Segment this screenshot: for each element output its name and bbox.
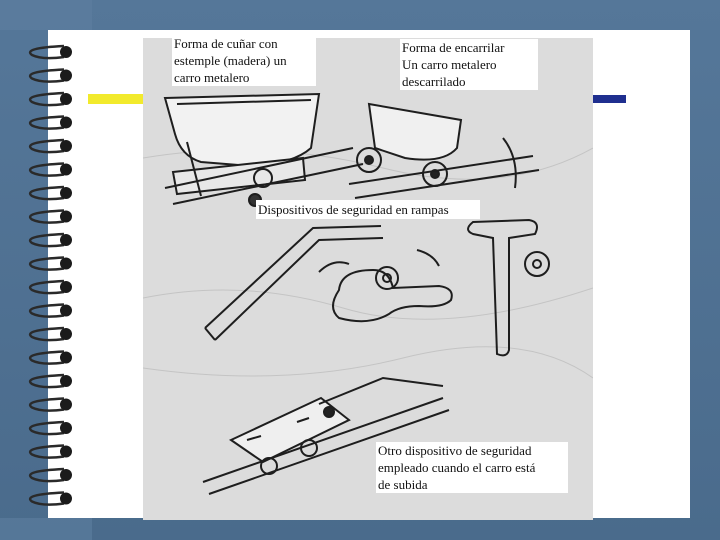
binding-ring bbox=[30, 234, 72, 246]
binding-ring bbox=[30, 140, 72, 152]
binding-ring bbox=[30, 258, 72, 270]
rerail-caption: Forma de encarrilar Un carro metalero descarrilado bbox=[400, 39, 538, 90]
wedge-caption: Forma de cuñar con estemple (madera) un carro metalero bbox=[172, 35, 316, 86]
binding-ring bbox=[30, 46, 72, 58]
spiral-binding-icon bbox=[14, 34, 86, 514]
binding-ring bbox=[30, 117, 72, 129]
ramp-devices-caption: Dispositivos de seguridad en rampas bbox=[256, 200, 480, 219]
binding-ring bbox=[30, 93, 72, 105]
binding-ring bbox=[30, 281, 72, 293]
binding-ring bbox=[30, 469, 72, 481]
binding-ring bbox=[30, 375, 72, 387]
binding-ring bbox=[30, 305, 72, 317]
accent-bar-navy bbox=[590, 95, 626, 103]
binding-ring bbox=[30, 328, 72, 340]
binding-ring bbox=[30, 493, 72, 505]
corner-decoration-top bbox=[0, 0, 92, 30]
binding-ring bbox=[30, 187, 72, 199]
uphill-device-caption: Otro dispositivo de seguridad empleado cuando el carro está de subida bbox=[376, 442, 568, 493]
binding-ring bbox=[30, 422, 72, 434]
binding-ring bbox=[30, 70, 72, 82]
binding-ring bbox=[30, 446, 72, 458]
binding-ring bbox=[30, 164, 72, 176]
corner-decoration-bottom bbox=[0, 518, 92, 540]
binding-ring bbox=[30, 399, 72, 411]
binding-ring bbox=[30, 211, 72, 223]
binding-ring bbox=[30, 352, 72, 364]
